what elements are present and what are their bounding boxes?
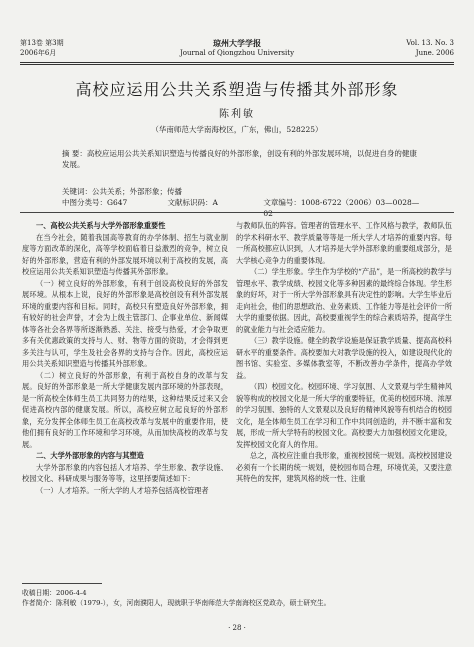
journal-name: 琼州大学学报: [213, 38, 261, 48]
article-title: 高校应运用公共关系塑造与传播其外部形象: [75, 80, 399, 99]
body-paragraph: 大学外部形象的内容包括人才培养、学生形象、教学设施、校园文化、科研成果与服务等等，这里择要简述如下：: [22, 462, 228, 483]
header-volume-en: Vol. 13. No. 3: [406, 39, 454, 47]
header-date: 2006年6月: [20, 49, 57, 57]
abstract-text: 摘 要：高校应运用公共关系知识塑造与传播良好的外部形象，创设有利的外部发展环境，以促进自身的健康发展。: [62, 149, 417, 169]
header-rule: [20, 62, 454, 63]
header-date-en: June. 2006: [415, 49, 454, 57]
header-center: [20, 38, 454, 58]
header-volume: 第13卷 第3期: [20, 39, 64, 47]
keywords: 关键词：公共关系；外部形象；传播: [62, 187, 182, 196]
body-paragraph: （二）学生形象。学生作为学校的“产品”，是一所高校的教学与管理水平、教学成绩、校园文化等多种因素的最终综合体现。学生形象的好坏，对于一所大学外部形象具有决定性的影响。大学生毕业后走向社会，他们的思想政治、业务素质、工作能力等是社会评价一所大学的重要依据。因此，高校要重视学生的综合素质培养，提高学生的就业能力与社会适应能力。: [236, 267, 452, 334]
article-meta: [62, 186, 422, 219]
section-heading: 一、高校公共关系与大学外部形象重要性: [36, 221, 166, 230]
body-paragraph: （一）树立良好的外部形象，有利于创设高校良好的外部发展环境。从根本上说，良好的外部形象是高校创设有利外部发展环境的重要内容和目标。同时，高校只有塑造良好外部形象，拥有较好的社会声誉，才会为上级主管部门、企事业单位、新闻媒体等各社会各界等所逐渐熟悉、关注、接受与热爱，才会争取更多有关优惠政策的支持与人、财、物等方面的资助，才会得到更多关注与认可，学生及社会各界的支持与合作。因此，高校应运用公共关系知识塑造与传播其外部形象。: [22, 278, 228, 368]
body-paragraph: （一）人才培养。一所大学的人才培养包括高校管理者: [36, 485, 209, 495]
body-column-right: [236, 220, 452, 485]
classification-row: [62, 197, 422, 219]
body-column-left: [22, 220, 228, 496]
clc-number: 中图分类号：G647: [62, 198, 128, 207]
journal-name-en: Journal of Qiongzhou University: [179, 49, 295, 57]
body-paragraph: 总之，高校应注重自我形象，重视校园统一规划。高校校园建设必须有一个长期的统一规划，使校园布局合理，环境优美，又要注意其特色的发挥，建筑风格的统一性、注重: [236, 451, 452, 483]
abstract-block: [62, 148, 422, 170]
body-rule: [20, 212, 454, 213]
body-paragraph: （二）树立良好的外部形象，有利于高校自身的改革与发展。良好的外部形象是一所大学健康发展内部环境的外部表现，是一所高校全体师生员工共同努力的结果，这种结果反过来又会促进高校内部的健康发展。所以，高校应树立起良好的外部形象，充分发挥全体师生员工在高校改革与发展中的重要作用，使他们拥有良好的工作环境和学习环境，从而加快高校的改革与发展。: [22, 370, 228, 449]
body-paragraph: 与教师队伍的阵容。管理者的管理水平、工作风格与教学，教师队伍的学术科研水平、教学质量等等是一所大学人才培养的重要内容。每一所高校都应认识到，人才培养是大学外部形象的重要组成部分，是大学核心竞争力的重要体现。: [236, 221, 452, 265]
header-rule-thin: [20, 64, 454, 65]
document-code: 文献标识码：A: [167, 198, 218, 207]
page-number: · 28 ·: [228, 624, 246, 632]
author-affiliation: （华南师范大学南海校区，广东，佛山，528225）: [151, 125, 323, 134]
body-paragraph: 在当今社会，随着我国高等教育的办学体制、招生与就业制度等方面改革的深化，高等学校面临着日益激烈的竞争，树立良好的外部形象，营造有利的外部发展环境以利于高校的发展，高校应运用公共关系知识塑造与传播其外部形象。: [22, 232, 228, 276]
author-bio: 作者简介：陈利敏（1979-），女，河南濮阳人，现就职于华南师范大学南海校区党政办，硕士研究生。: [22, 599, 331, 607]
body-paragraph: （四）校园文化。校园环境、学习氛围、人文景观与学生精神风貌等构成的校园文化是一所大学的重要特征，优美的校园环境、浓厚的学习氛围、独特的人文景观以及良好的精神风貌等有机结合的校园文化，是全体师生员工在学习和工作中共同创造的，并不断丰富和发展，形成一所大学特有的校园文化。高校要大力加强校园文化建设，发挥校园文化育人的作用。: [236, 382, 452, 449]
article-author: 陈利敏: [219, 109, 255, 120]
received-date: 收稿日期：2006-4-4: [22, 589, 87, 597]
section-heading: 二、大学外部形象的内容与其塑造: [36, 451, 144, 460]
body-paragraph: （三）教学设施。健全的教学设施是保证教学质量、提高高校科研水平的重要条件。高校要加大对教学设施的投入，如建设现代化的图书馆、实验室、多媒体教室等，不断改善办学条件，提高办学效益。: [236, 336, 452, 380]
header-right: [406, 38, 454, 58]
footnote-rule: [22, 583, 102, 584]
article-number: 文章编号：1008-6722（2006）03—0028—02: [263, 198, 420, 218]
footnote: [22, 588, 454, 608]
